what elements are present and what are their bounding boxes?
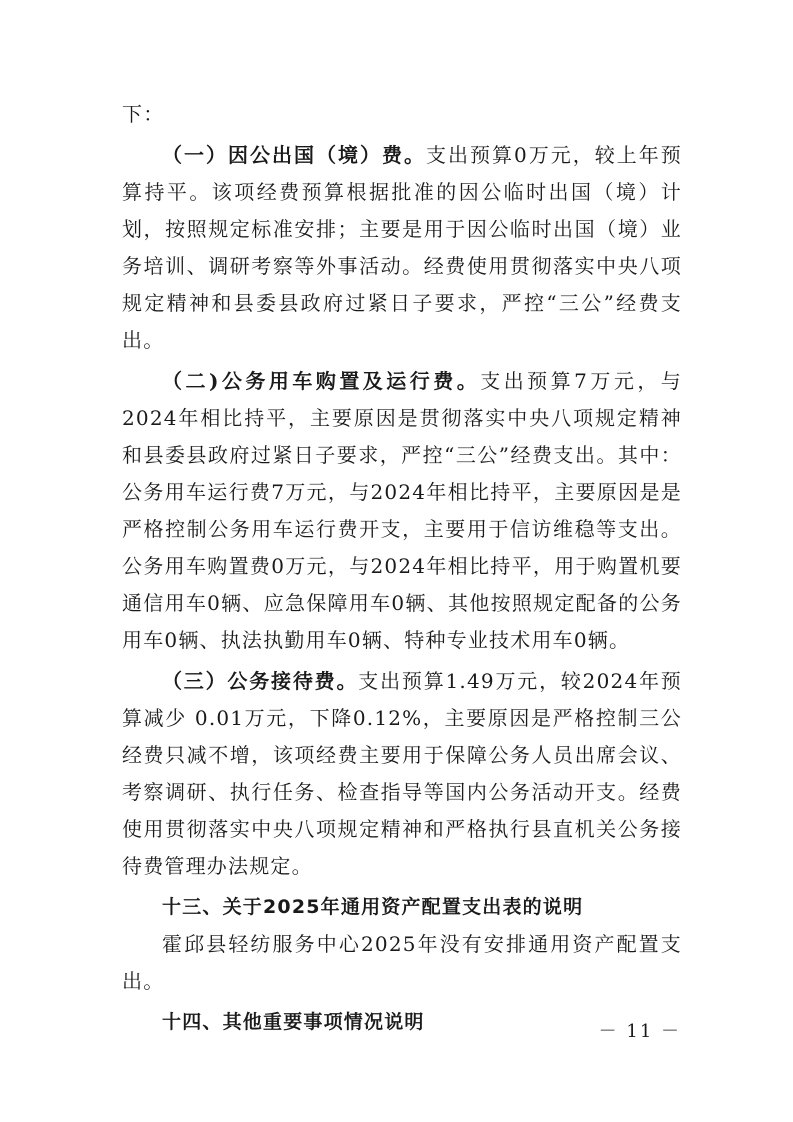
section-3-title: （三）公务接待费。 xyxy=(162,669,359,693)
section-1-body: 支出预算0万元，较上年预算持平。该项经费预算根据批准的因公临时出国（境）计划，按照规定标准安排；主要是用于因公临时出国（境）业务培训、调研考察等外事活动。经费使用贯彻落实中央八项规定精神和县委县政府过紧日子要求，严控“三公”经费支出。 xyxy=(122,143,683,352)
section-1-paragraph xyxy=(122,137,682,359)
section-1-title: （一）因公出国（境）费。 xyxy=(162,143,427,167)
section-3-body: 支出预算1.49万元，较2024年预算减少 0.01万元，下降0.12%，主要原因是严格控制三公经费只减不增，该项经费主要用于保障公务人员出席会议、考察调研、执行任务、检查指导等国内公务活动开支。经费使用贯彻落实中央八项规定精神和严格执行县直机关公务接待费管理办法规定。 xyxy=(122,669,682,878)
paragraph-13: 霍邱县轻纺服务中心2025年没有安排通用资产配置支出。 xyxy=(122,932,682,993)
section-3-paragraph xyxy=(122,663,682,885)
section-2-title: （二)公务用车购置及运行费。 xyxy=(162,369,481,393)
heading-14: 十四、其他重要事项情况说明 xyxy=(162,1011,425,1033)
section-2-body: 支出预算7万元，与2024年相比持平，主要原因是贯彻落实中央八项规定精神和县委县政府过紧日子要求，严控“三公”经费支出。其中：公务用车运行费7万元，与2024年相比持平，主要原因是是严格控制公务用车运行费开支，主要用于信访维稳等支出。公务用车购置费0万元，与2024年相比持平，用于购置机要通信用车0辆、应急保障用车0辆、其他按照规定配备的公务用车0辆、执法执勤用车0辆、特种专业技术用车0辆。 xyxy=(122,369,682,652)
document-body xyxy=(122,96,682,1041)
intro-line: 下： xyxy=(122,102,165,126)
section-2-paragraph xyxy=(122,363,682,659)
heading-13: 十三、关于2025年通用资产配置支出表的说明 xyxy=(162,896,584,918)
page-number: － 11 － xyxy=(598,1021,681,1042)
